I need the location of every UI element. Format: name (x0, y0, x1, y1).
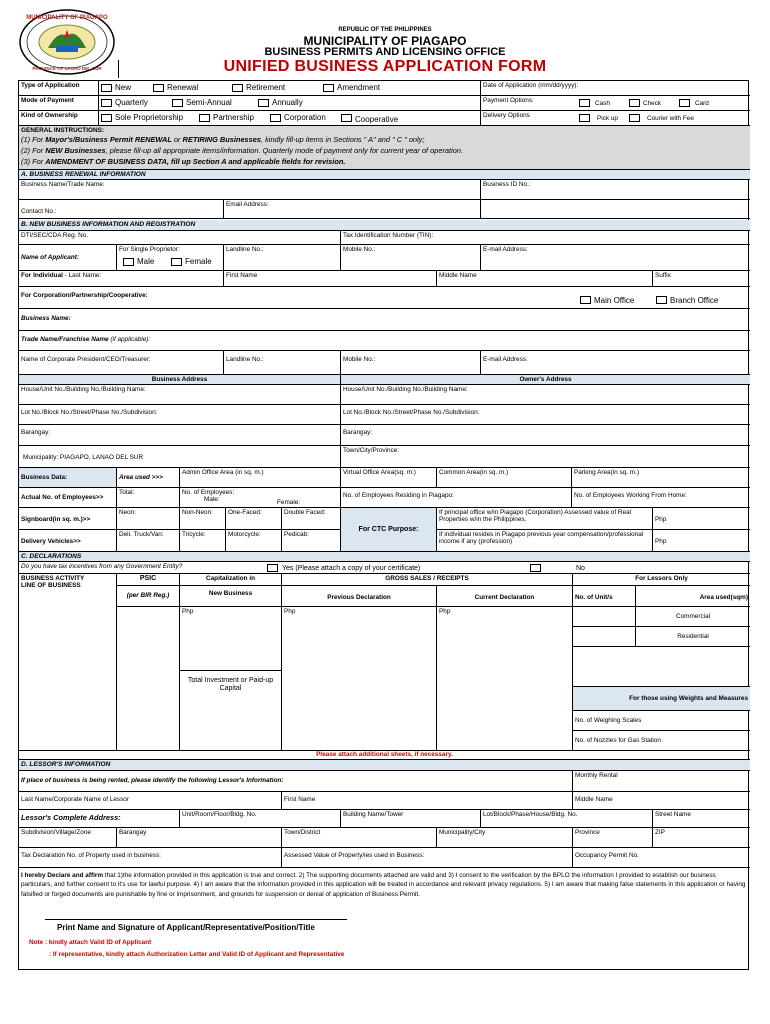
municipality-city-field[interactable]: Municipality/City (437, 828, 573, 848)
declaration-text: I hereby Declare and affirm that 1)the information provided in this application is true and correct. 2) The supporting documents attached are valid and 3) I consent to the verification by the BPLO the information I provided to establish our business particulars, and further consent to it's use for lawful purpose. 4) I am aware that the information provided in this application will be treated in accordance and relevant privacy regulations. 5) I am aware that making false statements in this application or having falsified or forged documents are punishable by fine or imprisonment, and grounds for suspension or denial of application of Business Permit. (21, 872, 746, 898)
lessor-barangay-field[interactable]: Barangay (117, 828, 282, 848)
working-home-field[interactable]: No. of Employees Working From Home: (572, 488, 750, 508)
first-name-field[interactable]: First Name (224, 271, 437, 287)
nozzles-field[interactable]: No. of Nozzles for Gas Station (573, 731, 750, 751)
new-business-header: New Business (180, 586, 282, 607)
sole-proprietorship-label: Sole Proprietorship (115, 113, 184, 122)
new-label: New (115, 83, 132, 92)
cooperative-label: Cooperative (355, 115, 399, 124)
owner-house-no-field[interactable]: House/Unit No./Building No./Building Name: (341, 385, 750, 405)
delivery-vehicles-label: Delivery Vehicles>> (19, 530, 117, 552)
business-id-field[interactable]: Business ID No.: (481, 180, 750, 200)
single-prop-cell: For Single Proprietor: (117, 245, 224, 271)
kind-of-ownership-label: Kind of Ownership (19, 111, 99, 126)
owners-address-header: Owner's Address (341, 375, 750, 385)
total-investment-label: Total Investment or Paid-up Capital (180, 671, 282, 751)
unit-room-field[interactable]: Unit/Room/Floor/Bldg. No. (180, 810, 341, 828)
attach-sheets-note: Please attach additional sheets, if necessary. (19, 751, 750, 760)
cooperative-checkbox[interactable] (341, 114, 352, 122)
delivery-trucks-field[interactable]: Deli. Truck/Van: (117, 530, 180, 552)
business-address-header: Business Address (19, 375, 341, 385)
motorcycle-field[interactable]: Motorcycle: (226, 530, 282, 552)
total-employees-field[interactable]: Total: (117, 488, 180, 508)
pickup-label: Pick up (597, 115, 618, 122)
applicant-email-field[interactable]: E-mail Address: (481, 245, 750, 271)
commercial-label: Commercial (636, 607, 750, 627)
dti-field[interactable]: DTI/SEC/CDA Reg. No. (19, 231, 341, 245)
common-area-field[interactable]: Common Area(in sq. m.) (437, 468, 572, 488)
amendment-checkbox[interactable] (323, 84, 334, 92)
delivery-options-row: Delivery Options (481, 111, 750, 126)
street-name-field[interactable]: Street Name (653, 810, 750, 828)
trade-name-field[interactable]: Trade Name/Franchise Name (if applicable): (19, 331, 750, 351)
employees-male-female-field[interactable]: No. of Employees: Male: (180, 488, 341, 508)
branch-office-checkbox[interactable] (656, 296, 667, 304)
gross-sales-header: GROSS SALES / RECEIPTS (282, 574, 573, 586)
parking-area-field[interactable]: Parking Area(in sq. m.) (572, 468, 750, 488)
payment-options-row: Payment Options: (481, 96, 750, 111)
ctc-individual-field[interactable]: If individual resides in Piagapo previous year compensation/professional income if any (profession) (437, 530, 653, 552)
incentive-yes-checkbox[interactable] (267, 564, 278, 572)
ctc-corp-field[interactable]: If principal office w/in Piagapo (Corporation) Assessed value of Real Properties w/in the Philippines. (437, 508, 653, 530)
semi-annual-label: Semi-Annual (186, 98, 232, 107)
mobile-field[interactable]: Mobile No.: (341, 245, 481, 271)
courier-checkbox[interactable] (629, 114, 640, 122)
office-title: BUSINESS PERMITS AND LICENSING OFFICE (264, 46, 506, 58)
incentive-no-label: No (576, 565, 585, 572)
corporation-label: Corporation (284, 113, 326, 122)
note-valid-id: Note : kindly attach Valid ID of Applicant (29, 939, 152, 946)
partnership-checkbox[interactable] (199, 114, 210, 122)
instructions-title: GENERAL INSTRUCTIONS: (21, 127, 104, 134)
landline-2-field[interactable]: Landline No.: (224, 351, 341, 375)
tricycle-field[interactable]: Tricycle: (180, 530, 226, 552)
section-a-title: A. BUSINESS RENEWAL INFORMATION (19, 170, 750, 180)
admin-area-field[interactable]: Admin Office Area (in sq. m.) (180, 468, 341, 488)
pickup-checkbox[interactable] (579, 114, 590, 122)
partnership-label: Partnership (213, 113, 254, 122)
main-office-label: Main Office (594, 296, 635, 305)
non-neon-field[interactable]: Non-Neon: (180, 508, 226, 530)
province-field[interactable]: Province (573, 828, 653, 848)
mobile-2-field[interactable]: Mobile No.: (341, 351, 481, 375)
monthly-rental-field[interactable]: Monthly Rental (573, 771, 750, 792)
lot-block-field[interactable]: Lot/Block/Phase/House/Bldg. No. (481, 810, 653, 828)
business-name-field[interactable]: Business Name/Trade Name: (19, 180, 481, 200)
male-checkbox[interactable] (123, 258, 134, 266)
business-data-label: Business Data: (19, 468, 117, 488)
branch-office-label: Branch Office (670, 296, 719, 305)
note-representative: : If representative, kindly attach Authorization Letter and Valid ID of Applicant and Representative (49, 951, 345, 958)
area-used-label: Area used >>> (117, 468, 180, 488)
virtual-area-field[interactable]: Virtual Office Area(sq. m.) (341, 468, 437, 488)
card-label: Card (695, 100, 709, 107)
lessor-last-name-field[interactable]: Last Name/Corporate Name of Lessor (19, 792, 282, 810)
email-field[interactable]: Email Address: (224, 200, 481, 219)
annually-checkbox[interactable] (258, 99, 269, 107)
form-title: UNIFIED BUSINESS APPLICATION FORM (223, 58, 547, 75)
building-name-field[interactable]: Building Name/Tower (341, 810, 481, 828)
capitalization-php[interactable]: Php (180, 607, 282, 671)
municipality-title: MUNICIPALITY OF PIAGAPO (303, 34, 467, 48)
subdivision-field[interactable]: Subdivision/Village/Zone (19, 828, 117, 848)
business-activity-cell: BUSINESS ACTIVITY LINE OF BUSINESS (19, 574, 117, 751)
incentive-yes-label: Yes (Please attach a copy of your certificate) (282, 565, 421, 572)
quarterly-label: Quarterly (115, 98, 148, 107)
instruction-2: (2) For NEW Businesses, please fill-up all appropriate items/information. Quarterly mode of payment only for current year of operation. (21, 146, 464, 155)
application-form (18, 80, 749, 970)
no-units-header: No. of Unit/s (573, 586, 636, 607)
retirement-label: Retirement (246, 83, 286, 92)
landline-field[interactable]: Landline No.: (224, 245, 341, 271)
annually-label: Annually (272, 98, 303, 107)
owner-lot-no-field[interactable]: Lot No./Block No./Street/Phase No./Subdivision: (341, 405, 750, 425)
ctc-individual-php[interactable]: Php (653, 530, 750, 552)
owner-barangay-field[interactable]: Barangay: (341, 425, 750, 446)
weights-measures-header: For those using Weights and Measures (573, 687, 750, 711)
corporation-checkbox[interactable] (270, 114, 281, 122)
municipality-field: Municipality: PIAGAPO, LANAO DEL SUR (19, 446, 341, 468)
main-office-checkbox[interactable] (580, 296, 591, 304)
lot-no-field[interactable]: Lot No./Block No./Street/Phase No./Subdivision: (19, 405, 341, 425)
weighing-scales-field[interactable]: No. of Weighing Scales (573, 711, 750, 731)
lessor-first-name-field[interactable]: First Name (282, 792, 573, 810)
section-d-title: D. LESSOR'S INFORMATION (19, 760, 750, 771)
residing-field[interactable]: No. of Employees Residing in Piagapo: (341, 488, 572, 508)
tax-incentive-row: Do you have tax incentives from any Government Entity? (19, 562, 750, 574)
retirement-checkbox[interactable] (232, 84, 243, 92)
business-name-b-field[interactable]: Business Name: (19, 309, 750, 331)
for-lessors-only-header: For Lessors Only (573, 574, 750, 586)
mode-of-payment-label: Mode of Payment (19, 96, 99, 111)
contact-no-field[interactable]: Contact No.: (19, 200, 224, 219)
section-a-blank (481, 200, 750, 219)
new-checkbox[interactable] (101, 84, 112, 92)
courier-label: Courier with Fee (647, 115, 694, 122)
female-checkbox[interactable] (171, 258, 182, 266)
instruction-1: (1) For Mayor's/Business Permit RENEWAL or RETIRING Businesses, kindly fill-up items in Sections " A" and " C " only; (21, 135, 425, 144)
capitalization-header: Capitalization in (180, 574, 282, 586)
pedicab-field[interactable]: Pedicab: (282, 530, 341, 552)
occupancy-permit-field[interactable]: Occupancy Permit No. (573, 848, 750, 868)
signboard-label: Signboard(in sq. m.)>> (19, 508, 117, 530)
suffix-field[interactable]: Suffix (653, 271, 750, 287)
residential-label: Residential (636, 627, 750, 647)
one-faced-field[interactable]: One-Faced: (226, 508, 282, 530)
tin-field[interactable]: Tax Identification Number (TIN): (341, 231, 750, 245)
lessor-complete-address-label: Lessor's Complete Address: (19, 810, 180, 828)
section-c-title: C. DECLARATIONS (19, 552, 750, 562)
name-of-applicant-label: Name of Applicant: (19, 245, 117, 271)
current-declaration-php[interactable]: Php (437, 607, 573, 751)
republic-text: REPUBLIC OF THE PHILIPPINES (338, 27, 432, 33)
psic-column[interactable] (117, 607, 180, 751)
instruction-3: (3) For AMENDMENT OF BUSINESS DATA, fill up Section A and applicable fields for revision. (21, 157, 346, 166)
svg-text:MUNICIPALITY OF PIAGAPO: MUNICIPALITY OF PIAGAPO (26, 15, 108, 21)
semi-annual-checkbox[interactable] (172, 99, 183, 107)
cash-label: Cash (595, 100, 610, 107)
female-label: Female (185, 257, 212, 266)
amendment-label: Amendment (337, 83, 381, 92)
cash-checkbox[interactable] (579, 99, 590, 107)
middle-name-field[interactable]: Middle Name (437, 271, 653, 287)
email-2-field[interactable]: E-mail Address: (481, 351, 750, 375)
area-used-header: Area used(sqm) (636, 586, 750, 607)
town-district-field[interactable]: Town/District (282, 828, 437, 848)
incentive-no-checkbox[interactable] (530, 564, 541, 572)
female-employees-label: Female: (277, 499, 301, 506)
double-faced-field[interactable]: Double Faced: (282, 508, 341, 530)
commercial-units[interactable] (573, 607, 636, 627)
svg-text:PROVINCE OF LANAO DEL SUR: PROVINCE OF LANAO DEL SUR (32, 66, 102, 71)
zip-field[interactable]: ZIP (653, 828, 750, 848)
renewal-checkbox[interactable] (153, 84, 164, 92)
check-label: Check (643, 100, 662, 107)
card-checkbox[interactable] (679, 99, 690, 107)
signature-line (45, 919, 347, 920)
lessors-blank (573, 647, 750, 687)
lessor-middle-name-field[interactable]: Middle Name (573, 792, 750, 810)
corp-president-field[interactable]: Name of Corporate President/CEO/Treasurer: (19, 351, 224, 375)
town-city-field[interactable]: Town/City/Province: (341, 446, 750, 468)
previous-declaration-header: Previous Declaration (282, 586, 437, 607)
per-bir-header: (per BIR Reg.) (117, 586, 180, 607)
current-declaration-header: Current Declaration (437, 586, 573, 607)
barangay-field[interactable]: Barangay: (19, 425, 341, 446)
renewal-label: Renewal (167, 83, 199, 92)
neon-field[interactable]: Neon: (117, 508, 180, 530)
previous-declaration-php[interactable]: Php (282, 607, 437, 751)
section-b-title: B. NEW BUSINESS INFORMATION AND REGISTRATION (19, 220, 750, 231)
type-of-application-label: Type of Application (19, 81, 99, 96)
house-no-field[interactable]: House/Unit No./Building No./Building Name: (19, 385, 341, 405)
psic-header: PSIC (117, 574, 180, 586)
male-label: Male (137, 257, 155, 266)
date-of-application-field[interactable]: Date of Application (mm/dd/yyyy): (481, 81, 750, 96)
ctc-purpose-label: For CTC Purpose: (341, 508, 437, 552)
tax-declaration-field[interactable]: Tax Declaration No. of Property used in business: (19, 848, 282, 868)
ctc-corp-php[interactable]: Php (653, 508, 750, 530)
quarterly-checkbox[interactable] (101, 99, 112, 107)
residential-units[interactable] (573, 627, 636, 647)
signature-label: Print Name and Signature of Applicant/Representative/Position/Title (57, 923, 315, 932)
assessed-value-field[interactable]: Assessed Value of Property/ies used in Business: (282, 848, 573, 868)
if-rented-label: If place of business is being rented, please identify the following Lessor's Information: (19, 771, 573, 792)
corporation-row: For Corporation/Partnership/Cooperative: (19, 287, 750, 309)
actual-employees-label: Actual No. of Employees>> (19, 488, 117, 508)
sole-proprietorship-checkbox[interactable] (101, 114, 112, 122)
individual-last-name-field[interactable]: For Individual - Last Name: (19, 271, 224, 287)
check-checkbox[interactable] (629, 99, 640, 107)
